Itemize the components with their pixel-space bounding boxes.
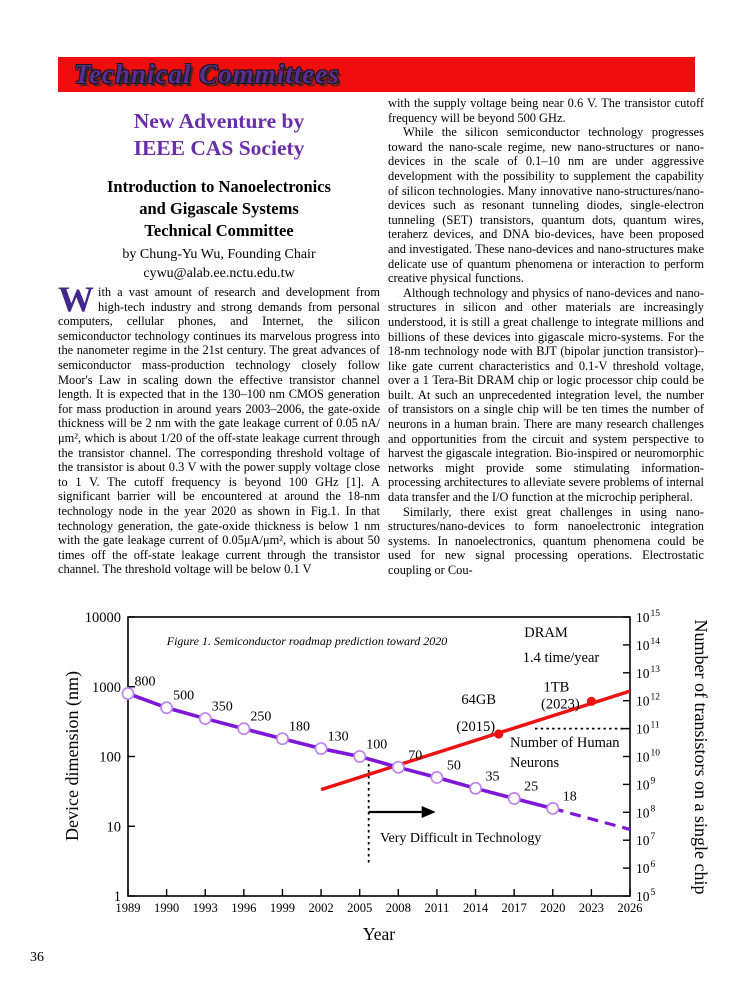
device-dimension-value-label: 50 bbox=[446, 758, 461, 774]
dram-marker-label: 64GB bbox=[461, 692, 497, 709]
x-axis-tick-label: 2023 bbox=[578, 901, 604, 915]
x-axis-tick-label: 2005 bbox=[347, 901, 373, 915]
dram-rate-label: 1.4 time/year bbox=[522, 650, 600, 666]
device-dimension-marker bbox=[277, 733, 288, 744]
left-axis-title: Device dimension (nm) bbox=[62, 671, 82, 841]
x-axis bbox=[115, 889, 642, 915]
right-axis-tick-label: $10^5$ bbox=[636, 888, 656, 904]
page-number: 36 bbox=[30, 950, 44, 965]
right-axis-tick-label: $10^{11}$ bbox=[636, 720, 660, 737]
neurons-label-line2: Neurons bbox=[510, 755, 560, 771]
article-title bbox=[58, 108, 380, 162]
device-dimension-marker bbox=[470, 783, 481, 794]
article-subtitle bbox=[58, 176, 380, 242]
figure-caption: Figure 1. Semiconductor roadmap prediction toward 2020 bbox=[166, 634, 448, 648]
device-dimension-marker bbox=[393, 762, 404, 773]
dram-marker-year-label: (2023) bbox=[541, 696, 580, 713]
left-axis-tick-label: 10000 bbox=[84, 610, 121, 626]
dram-marker-label: 1TB bbox=[543, 679, 570, 696]
difficulty-label: Very Difficult in Technology bbox=[380, 831, 542, 846]
article-body-right bbox=[388, 96, 704, 578]
section-banner bbox=[58, 57, 695, 92]
article-title-line2: IEEE CAS Society bbox=[133, 136, 305, 160]
device-dimension-value-label: 250 bbox=[250, 709, 272, 725]
device-dimension-marker bbox=[431, 772, 442, 783]
x-axis-tick-label: 2008 bbox=[385, 901, 411, 915]
right-axis-tick-label: $10^{14}$ bbox=[636, 636, 660, 653]
x-axis-tick-label: 2011 bbox=[424, 901, 450, 915]
right-axis-tick-label: $10^7$ bbox=[636, 832, 656, 849]
right-axis-tick-label: $10^{12}$ bbox=[636, 692, 660, 709]
device-dimension-projection bbox=[553, 808, 630, 829]
article-subtitle-line1: Introduction to Nanoelectronics bbox=[107, 177, 331, 196]
device-dimension-marker bbox=[547, 803, 558, 814]
device-dimension-marker bbox=[509, 793, 520, 804]
right-axis-tick-label: $10^8$ bbox=[636, 804, 656, 821]
device-dimension-value-label: 25 bbox=[524, 779, 539, 795]
device-dimension-value-label: 100 bbox=[366, 737, 388, 753]
difficulty-arrow-head bbox=[422, 806, 436, 818]
left-axis-tick-label: 10 bbox=[106, 819, 121, 836]
device-dimension-line bbox=[128, 694, 553, 809]
right-paragraph-4: Similarly, there exist great challenges in using nano-structures/nano-devices to form nanoelectronic integration systems. In nanoelectronics, quantum phenomena could be used for new signal processing operations. Electrostatic coupling or Cou- bbox=[388, 504, 704, 577]
device-dimension-marker bbox=[122, 688, 133, 699]
right-paragraph-2: While the silicon semiconductor technology progresses toward the nano-scale regime, new nano-structures or nano-devices in the scale of 0.1–10 nm are under aggressive development with the possibility to supplement the capability of silicon technologies. Many innovative nano-structures/nano-devices such as resonant tunneling diodes, single-electron tunneling (SET) transistors, quantum dots, quantum wires, teraherz devices, and DNA bio-devices, have been proposed and investigated. These nano-devices and nano-structures make delicate use of quantum phenomena or interaction to perform creative physical functions. bbox=[388, 125, 704, 286]
left-axis-tick-label: 1 bbox=[113, 889, 121, 905]
article-subtitle-line2: and Gigascale Systems bbox=[139, 199, 299, 218]
right-axis-tick-label: $10^{13}$ bbox=[636, 664, 660, 681]
right-axis-tick-label: $10^6$ bbox=[636, 860, 656, 877]
device-dimension-value-label: 130 bbox=[327, 729, 349, 745]
neurons-label-line1: Number of Human bbox=[510, 735, 620, 751]
device-dimension-value-label: 18 bbox=[562, 789, 577, 805]
device-dimension-value-label: 70 bbox=[408, 748, 423, 764]
x-axis-tick-label: 2020 bbox=[540, 901, 566, 915]
x-axis-tick-label: 2026 bbox=[617, 901, 643, 915]
x-axis-tick-label: 2014 bbox=[462, 901, 489, 915]
x-axis-tick-label: 1989 bbox=[115, 901, 141, 915]
byline-author: by Chung-Yu Wu, Founding Chair bbox=[122, 247, 316, 262]
device-dimension-marker bbox=[315, 743, 326, 754]
device-dimension-marker bbox=[161, 702, 172, 713]
article-body-left bbox=[58, 279, 380, 577]
device-dimension-value-label: 500 bbox=[173, 688, 195, 704]
right-paragraph-1: with the supply voltage being near 0.6 V. The transistor cutoff frequency will be beyond 500 GHz. bbox=[388, 96, 704, 125]
device-dimension-value-label: 180 bbox=[288, 719, 310, 735]
dram-marker bbox=[587, 697, 596, 706]
x-axis-tick-label: 1993 bbox=[192, 901, 218, 915]
dram-marker-year-label: (2015) bbox=[456, 719, 496, 736]
left-column-paragraph: ith a vast amount of research and development from high-tech industry and strong demands from personal computers, cellular phones, and Internet, the silicon semiconductor technology continues its marvelous progress into the nanometer regime in the 21st century. The great advances of semiconductor mass-production technology closely follow Moor's Law in scaling down the effective transistor channel length. It is expected that in the 130–100 nm CMOS generation for mass production in around years 2003–2006, the gate-oxide thickness will be 2 nm with the gate leakage current of 0.05 nA/μm², which is about 1/20 of the off-state leakage current through the transistor channel. The corresponding threshold voltage of the transistor is about 0.3 V with the power supply voltage close to 1 V. The cutoff frequency is beyond 100 GHz [1]. A significant barrier will be encountered at around the 18-nm technology node in the year 2020 as shown in Fig.1. In that technology generation, the gate-oxide thickness is below 1 nm with the gate leakage current of 0.05μA/μm², which is about 50 times off the off-state leakage current through the transistor channel. The threshold voltage will be below 0.1 V bbox=[58, 285, 380, 577]
left-axis-tick-label: 1000 bbox=[92, 679, 121, 696]
right-axis bbox=[623, 609, 660, 904]
section-banner-title: Technical Committees bbox=[74, 59, 340, 89]
article-subtitle-line3: Technical Committee bbox=[144, 221, 294, 240]
x-axis-tick-label: 2017 bbox=[501, 901, 527, 915]
right-axis-title: Number of transistors on a single chip bbox=[691, 619, 711, 895]
x-axis-tick-label: 2002 bbox=[308, 901, 334, 915]
dram-marker bbox=[494, 729, 503, 738]
byline-email: cywu@alab.ee.nctu.edu.tw bbox=[143, 265, 295, 281]
left-axis-tick-label: 100 bbox=[99, 749, 121, 766]
right-axis-tick-label: $10^{15}$ bbox=[636, 609, 660, 625]
device-dimension-value-label: 800 bbox=[134, 674, 156, 690]
figure-chart bbox=[55, 598, 715, 960]
x-axis-tick-label: 1990 bbox=[154, 901, 180, 915]
device-dimension-value-label: 35 bbox=[485, 769, 500, 785]
x-axis-tick-label: 1996 bbox=[231, 901, 257, 915]
device-dimension-marker bbox=[354, 751, 365, 762]
right-paragraph-3: Although technology and physics of nano-devices and nano-structures in silicon and other materials are increasingly understood, it is still a great challenge to integrate millions and billions of these devices into gigascale micro-systems. For the 18-nm technology node with BJT (bipolar junction transistor)–like gate current characteristics and 0.1-V threshold voltage, over a 1 Tera-Bit DRAM chip or logic processor chip could be built. At such an unprecedented integration level, the number of transistors on a single chip will be ten times the number of neurons in a human brain. There are many research challenges and opportunities from the circuit and system perspective to harvest the gigascale integration. Bio-inspired or neuromorphic networks might provide some stimulating information-processing architectures to alleviate severe problems of internal data transfer and the I/O function at the microchip peripheral. bbox=[388, 285, 704, 505]
drop-cap: W bbox=[58, 279, 94, 319]
x-axis-tick-label: 1999 bbox=[269, 901, 296, 915]
article-byline bbox=[58, 246, 380, 283]
article-title-line1: New Adventure by bbox=[133, 109, 305, 133]
right-axis-tick-label: $10^9$ bbox=[636, 776, 656, 793]
x-axis-title: Year bbox=[362, 924, 396, 944]
dram-label: DRAM bbox=[524, 625, 568, 641]
device-dimension-marker bbox=[200, 713, 211, 724]
right-axis-tick-label: $10^{10}$ bbox=[636, 748, 660, 765]
device-dimension-value-label: 350 bbox=[211, 699, 233, 715]
device-dimension-marker bbox=[238, 723, 249, 734]
